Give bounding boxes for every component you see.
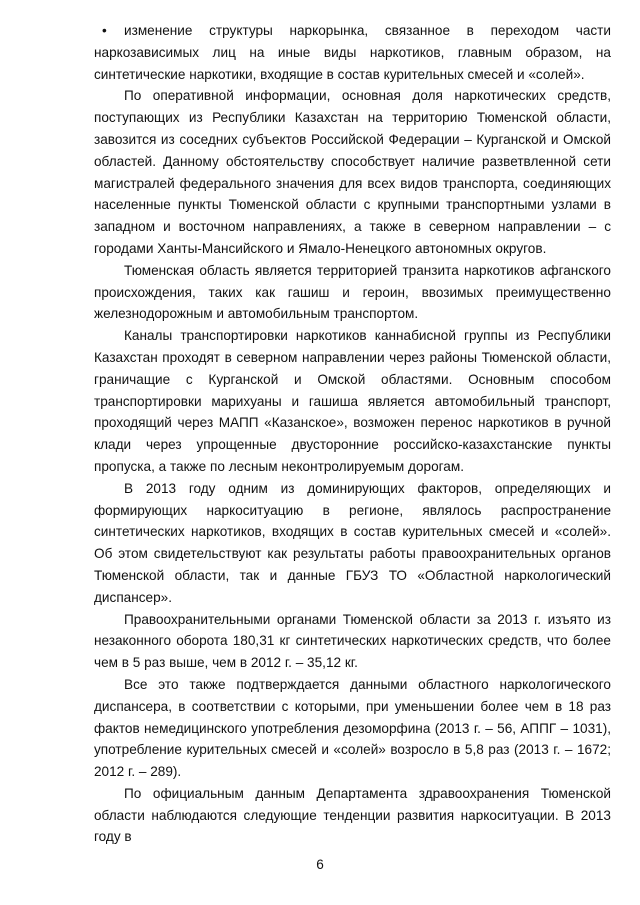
bullet-paragraph: [94, 20, 611, 85]
paragraph: Каналы транспортировки наркотиков каннабисной группы из Республики Казахстан проходят в северном направлении через районы Тюменской области, граничащие с Курганской и Омской областями. Основным способом транспортировки марихуаны и гашиша является автомобильный транспорт, проходящий через МАПП «Казанское», возможен перенос наркотиков в ручной клади через упрощенные двусторонние российско-казахстанские пункты пропуска, а также по лесным неконтролируемым дорогам.: [94, 328, 611, 474]
paragraph: Правоохранительными органами Тюменской области за 2013 г. изъято из незаконного оборота 180,31 кг синтетических наркотических средств, что более чем в 5 раз выше, чем в 2012 г. – 35,12 кг.: [94, 611, 611, 671]
bullet-icon: •: [102, 23, 107, 38]
paragraph: Все это также подтверждается данными областного наркологического диспансера, в соответствии с которыми, при уменьшении более чем в 18 раз фактов немедицинского употребления дезоморфина (2013 г. – 56, АППГ – 1031), употребление курительных смесей и «солей» возросло в 5,8 раз (2013 г. – 1672; 2012 г. – 289).: [94, 676, 611, 780]
paragraph: По официальным данным Департамента здравоохранения Тюменской области наблюдаются следующие тенденции развития наркоситуации. В 2013 году в: [94, 785, 611, 845]
page-number: 6: [316, 857, 324, 872]
paragraph: По оперативной информации, основная доля наркотических средств, поступающих из Республики Казахстан на территорию Тюменской области, завозится из соседних субъектов Российской Федерации – Курганской и Омской областей. Данному обстоятельству способствует наличие разветвленной сети магистралей федерального значения для всех видов транспорта, соединяющих населенные пункты Тюменской области с крупными транспортными узлами в западном и восточном направлениях, а также в северном направлении – с городами Ханты-Мансийского и Ямало-Ненецкого автономных округов.: [94, 88, 611, 256]
paragraph-text: изменение структуры наркорынка, связанное в переходом части наркозависимых лиц на иные виды наркотиков, главным образом, на синтетические наркотики, входящие в состав курительных смесей и «солей».: [94, 23, 611, 82]
paragraph: В 2013 году одним из доминирующих факторов, определяющих и формирующих наркоситуацию в регионе, являлось распространение синтетических наркотиков, входящих в состав курительных смесей и «солей». Об этом свидетельствуют как результаты работы правоохранительных органов Тюменской области, так и данные ГБУЗ ТО «Областной наркологический диспансер».: [94, 480, 611, 605]
paragraph: Тюменская область является территорией транзита наркотиков афганского происхождения, таких как гашиш и героин, ввозимых преимущественно железнодорожным и автомобильным транспортом.: [94, 262, 611, 322]
document-page: [94, 20, 611, 848]
